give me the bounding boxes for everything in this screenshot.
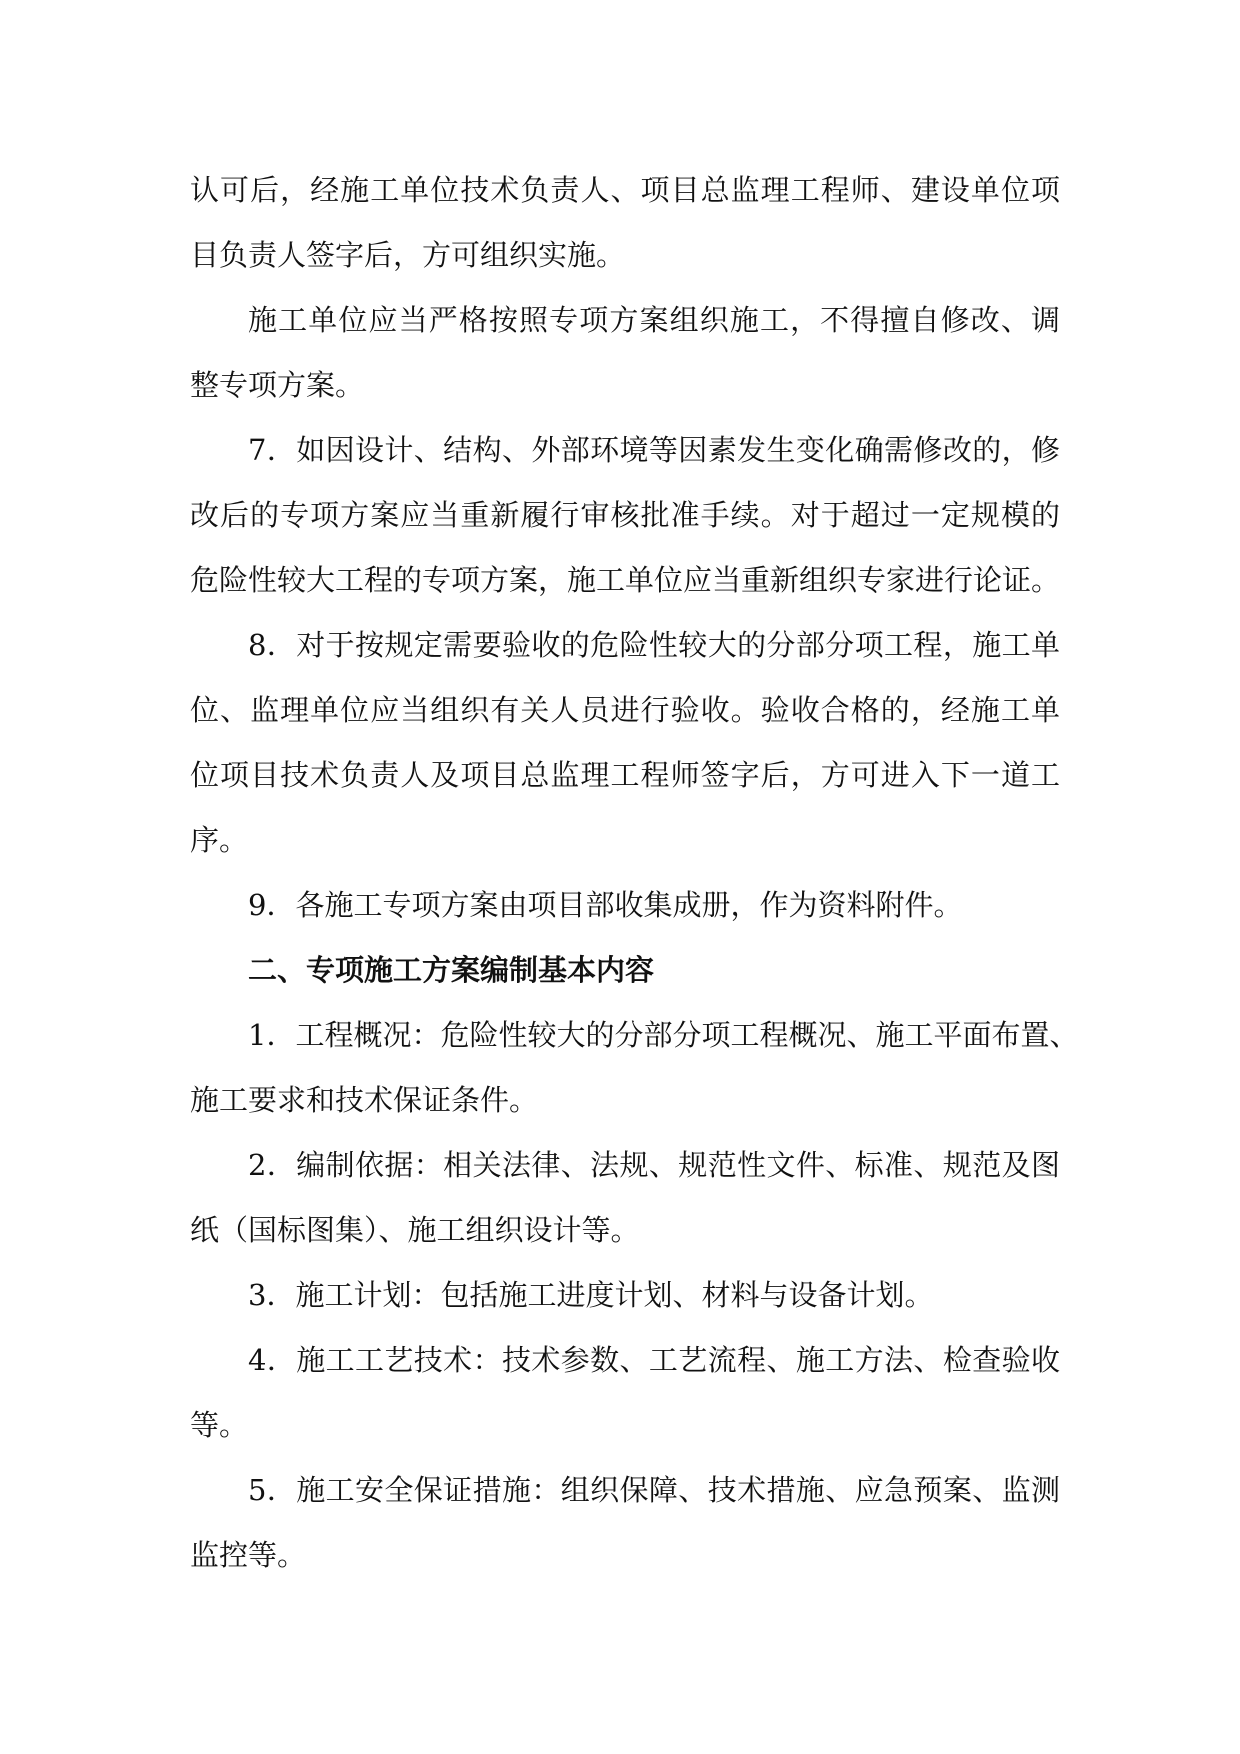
paragraph-line: 纸（国标图集）、施工组织设计等。 xyxy=(190,1213,640,1247)
section-heading: 二、专项施工方案编制基本内容 xyxy=(248,953,655,987)
paragraph-line: 序。 xyxy=(190,823,249,857)
paragraph-line: 监控等。 xyxy=(190,1538,307,1572)
paragraph-line: 认可后，经施工单位技术负责人、项目总监理工程师、建设单位项 xyxy=(190,173,1060,207)
paragraph-line: 8．对于按规定需要验收的危险性较大的分部分项工程，施工单 xyxy=(248,628,1060,662)
paragraph-line: 施工要求和技术保证条件。 xyxy=(190,1083,539,1117)
paragraph-line: 5．施工安全保证措施：组织保障、技术措施、应急预案、监测 xyxy=(248,1473,1060,1507)
paragraph-line: 等。 xyxy=(190,1408,249,1442)
paragraph-line: 2．编制依据：相关法律、法规、规范性文件、标准、规范及图 xyxy=(248,1148,1060,1182)
paragraph-line: 位项目技术负责人及项目总监理工程师签字后，方可进入下一道工 xyxy=(190,758,1060,792)
paragraph-line: 1．工程概况：危险性较大的分部分项工程概况、施工平面布置、 xyxy=(248,1018,1079,1052)
paragraph-line: 7．如因设计、结构、外部环境等因素发生变化确需修改的，修 xyxy=(248,433,1060,467)
paragraph-line: 3．施工计划：包括施工进度计划、材料与设备计划。 xyxy=(248,1278,934,1312)
paragraph-line: 危险性较大工程的专项方案，施工单位应当重新组织专家进行论证。 xyxy=(190,563,1061,597)
body-text xyxy=(190,158,1079,1588)
paragraph-line: 4．施工工艺技术：技术参数、工艺流程、施工方法、检查验收 xyxy=(248,1343,1060,1377)
paragraph-line: 9．各施工专项方案由项目部收集成册，作为资料附件。 xyxy=(248,888,963,922)
paragraph-line: 位、监理单位应当组织有关人员进行验收。验收合格的，经施工单 xyxy=(190,693,1060,727)
paragraph-line: 目负责人签字后，方可组织实施。 xyxy=(190,238,626,272)
paragraph-line: 施工单位应当严格按照专项方案组织施工，不得擅自修改、调 xyxy=(248,303,1060,337)
paragraph-line: 整专项方案。 xyxy=(190,368,365,402)
paragraph-line: 改后的专项方案应当重新履行审核批准手续。对于超过一定规模的 xyxy=(190,498,1060,532)
